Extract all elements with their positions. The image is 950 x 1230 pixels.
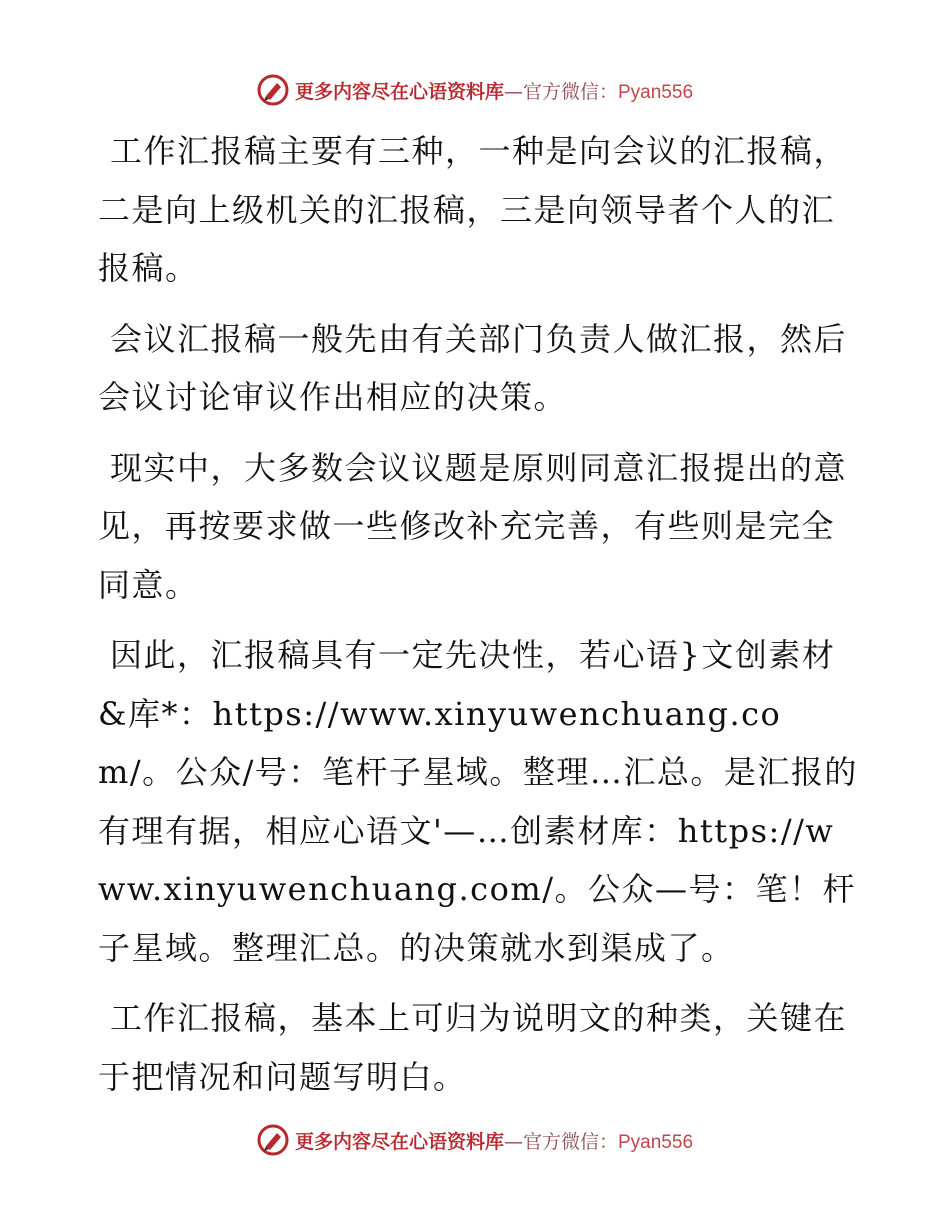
footer-watermark-banner <box>0 1120 950 1160</box>
header-banner-wechat-id: Pyan556 <box>618 81 694 103</box>
paragraph-report-types: 工作汇报稿主要有三种，一种是向会议的汇报稿，二是向上级机关的汇报稿，三是向领导者个人的汇报稿。 <box>98 132 848 287</box>
paragraph-prerequisite: 因此，汇报稿具有一定先决性，若心语}文创素材&库*：https://www.xinyuwenchuang.com/。公众/号：笔杆子星域。整理…汇总。是汇报的有理有据，相应心语文'—…创素材库：https://www.xinyuwenchuang.com/。公众—号：笔！杆子星域。整理汇总。的决策就水到渠成了。 <box>98 636 858 967</box>
footer-banner-text <box>295 1127 693 1154</box>
paragraph-meeting-report: 会议汇报稿一般先由有关部门负责人做汇报，然后会议讨论审议作出相应的决策。 <box>98 319 848 416</box>
pen-logo-icon <box>257 1124 289 1156</box>
footer-banner-wechat-id: Pyan556 <box>618 1131 694 1153</box>
paragraph-reality: 现实中，大多数会议议题是原则同意汇报提出的意见，再按要求做一些修改补充完善，有些则是完全同意。 <box>98 448 848 604</box>
header-watermark-banner <box>0 70 950 110</box>
header-banner-main: 更多内容尽在心语资料库 <box>294 80 504 103</box>
document-body <box>98 122 858 1118</box>
paragraph-conclusion: 工作汇报稿，基本上可归为说明文的种类，关键在于把情况和问题写明白。 <box>98 999 848 1096</box>
footer-banner-separator: —官方微信： <box>503 1130 618 1153</box>
header-banner-text <box>295 77 693 104</box>
header-banner-separator: —官方微信： <box>503 80 618 103</box>
pen-logo-icon <box>257 74 289 106</box>
footer-banner-main: 更多内容尽在心语资料库 <box>294 1130 504 1153</box>
